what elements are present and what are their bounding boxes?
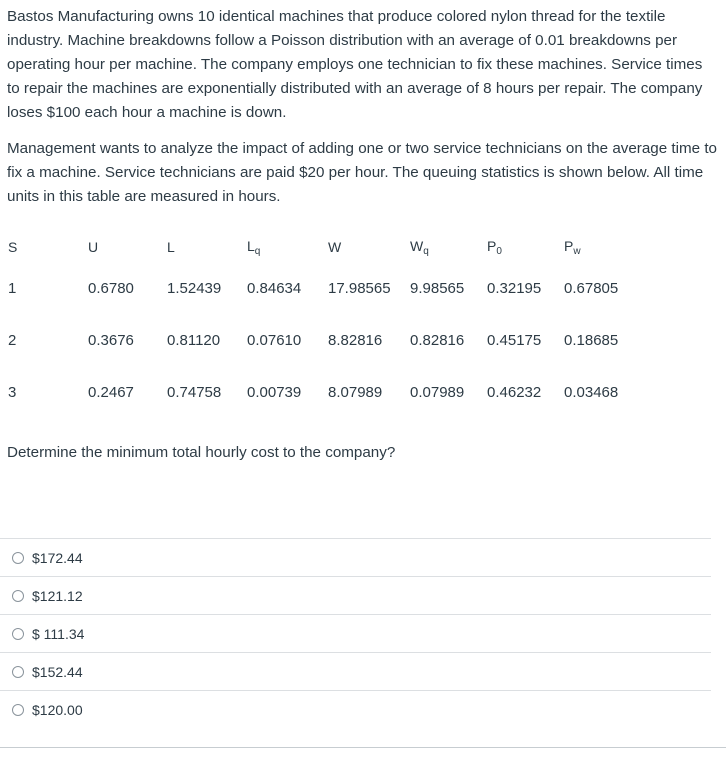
- cell-u: 0.2467: [88, 383, 134, 401]
- cell-w: 8.07989: [328, 383, 383, 401]
- cell-u: 0.3676: [88, 331, 134, 349]
- answer-option-label[interactable]: $152.44: [32, 663, 83, 680]
- header-w: W: [328, 239, 342, 255]
- header-l: L: [167, 239, 175, 255]
- header-s: S: [8, 239, 18, 255]
- cell-pw: 0.03468: [564, 383, 619, 401]
- queuing-stats-table: [0, 232, 654, 418]
- cell-wq: 9.98565: [410, 279, 465, 297]
- header-pw: [564, 232, 654, 262]
- header-wq-main: W: [410, 237, 424, 254]
- cell-lq: 0.00739: [247, 383, 302, 401]
- cell-lq: 0.84634: [247, 279, 302, 297]
- header-lq-main: L: [247, 237, 255, 254]
- table-row: [0, 366, 654, 418]
- bottom-divider: [0, 747, 726, 748]
- radio-button[interactable]: [12, 590, 24, 602]
- cell-p0: 0.46232: [487, 383, 542, 401]
- cell-s: 3: [8, 383, 17, 401]
- radio-button[interactable]: [12, 704, 24, 716]
- cell-wq: 0.07989: [410, 383, 465, 401]
- question-text: Determine the minimum total hourly cost to the company?: [7, 444, 396, 461]
- answer-option[interactable]: [0, 652, 711, 690]
- cell-l: 1.52439: [167, 279, 222, 297]
- cell-p0: 0.45175: [487, 331, 542, 349]
- answer-option-label[interactable]: $121.12: [32, 587, 83, 604]
- answer-option-label[interactable]: $172.44: [32, 549, 83, 566]
- answer-option-label[interactable]: $ 111.34: [32, 625, 85, 642]
- header-p0: [487, 232, 564, 262]
- answer-option[interactable]: [0, 690, 711, 728]
- answer-option[interactable]: [0, 576, 711, 614]
- header-u: U: [88, 239, 99, 255]
- radio-button[interactable]: [12, 628, 24, 640]
- cell-w: 8.82816: [328, 331, 383, 349]
- header-wq: [410, 232, 487, 262]
- cell-w: 17.98565: [328, 279, 391, 297]
- cell-pw: 0.18685: [564, 331, 619, 349]
- radio-button[interactable]: [12, 552, 24, 564]
- problem-paragraph-1: Bastos Manufacturing owns 10 identical machines that produce colored nylon thread for the textile industry. Machine breakdowns follow a Poisson distribution with an average of 0.01 breakdowns per operating hour per machine. The company employs one technician to fix these machines. Service times to repair the machines are exponentially distributed with an average of 8 hours per repair. The company loses $100 each hour a machine is down.: [7, 8, 703, 121]
- header-wq-sub: q: [423, 245, 429, 257]
- cell-wq: 0.82816: [410, 331, 465, 349]
- problem-paragraph-2: Management wants to analyze the impact of adding one or two service technicians on the average time to fix a machine. Service technicians are paid $20 per hour. The queuing statistics is shown below. All time units in this table are measured in hours.: [7, 140, 718, 205]
- cell-p0: 0.32195: [487, 279, 542, 297]
- answer-option[interactable]: [0, 614, 711, 652]
- header-lq: [247, 232, 328, 262]
- cell-pw: 0.67805: [564, 279, 619, 297]
- header-pw-sub: w: [573, 245, 581, 257]
- radio-button[interactable]: [12, 666, 24, 678]
- header-pw-main: P: [564, 237, 574, 254]
- answer-options: [0, 538, 711, 728]
- table-row: [0, 262, 654, 314]
- header-p0-main: P: [487, 237, 497, 254]
- header-p0-sub: 0: [496, 245, 502, 257]
- cell-s: 2: [8, 331, 17, 349]
- table-row: [0, 314, 654, 366]
- cell-lq: 0.07610: [247, 331, 302, 349]
- cell-s: 1: [8, 279, 17, 297]
- cell-u: 0.6780: [88, 279, 134, 297]
- header-lq-sub: q: [254, 245, 261, 257]
- answer-option[interactable]: [0, 538, 711, 576]
- answer-option-label[interactable]: $120.00: [32, 701, 83, 718]
- cell-l: 0.81120: [167, 331, 221, 349]
- cell-l: 0.74758: [167, 383, 222, 401]
- table-header-row: [0, 232, 654, 262]
